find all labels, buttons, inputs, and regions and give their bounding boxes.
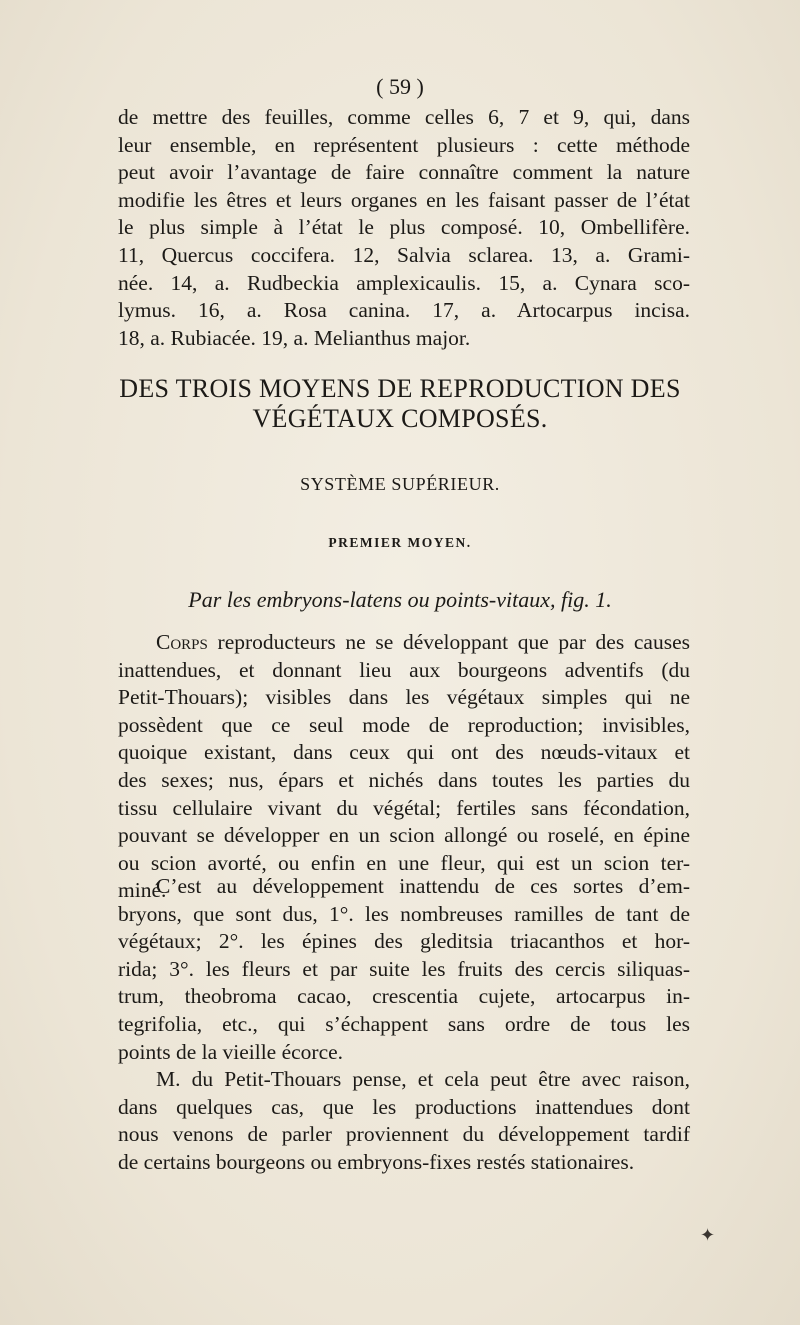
text-line: tegrifolia, etc., qui s’échappent sans ordre de tous les [118, 1011, 690, 1036]
chapter-heading-line: VÉGÉTAUX COMPOSÉS. [252, 404, 548, 433]
chapter-heading [60, 374, 740, 434]
text-line [118, 629, 690, 657]
page-number: ( 59 ) [376, 74, 424, 99]
text-line: miné. [118, 878, 167, 903]
corps-paragraph [118, 629, 690, 905]
text-line: des sexes; nus, épars et nichés dans toutes les parties du [118, 767, 690, 792]
text-line: peut avoir l’avantage de faire connaître comment la nature [118, 160, 690, 185]
text-line: de certains bourgeons ou embryons-fixes restés stationaires. [118, 1149, 635, 1174]
text-line: Petit-Thouars); visibles dans les végétaux simples qui ne [118, 685, 690, 710]
chapter-heading-line: DES TROIS MOYENS DE REPRODUCTION DES [119, 374, 681, 403]
text-line: leur ensemble, en représentent plusieurs : cette méthode [118, 132, 690, 157]
text-run: reproducteurs ne se développant que par des causes [207, 630, 690, 654]
text-line: pouvant se développer en un scion allongé ou roselé, en épine [118, 823, 690, 848]
text-line: rida; 3°. les fleurs et par suite les fruits des cercis siliquas- [118, 956, 690, 981]
text-line: M. du Petit-Thouars pense, et cela peut être avec raison, [156, 1067, 690, 1092]
text-line: nous venons de parler proviennent du développement tardif [118, 1122, 690, 1147]
text-line: points de la vieille écorce. [118, 1039, 344, 1064]
text-line: bryons, que sont dus, 1°. les nombreuses ramilles de tant de [118, 901, 690, 926]
text-line: possèdent que ce seul mode de reproduction; invisibles, [118, 712, 690, 737]
text-line: tissu cellulaire vivant du végétal; fertiles sans fécondation, [118, 795, 690, 820]
text-line: lymus. 16, a. Rosa canina. 17, a. Artocarpus incisa. [118, 298, 690, 323]
text-line: 11, Quercus coccifera. 12, Salvia sclarea. 13, a. Grami- [118, 242, 690, 267]
text-line: ou scion avorté, ou enfin en une fleur, qui est un scion ter- [118, 850, 690, 875]
text-line: 18, a. Rubiacée. 19, a. Melianthus major. [118, 325, 471, 350]
text-line: quoique existant, dans ceux qui ont des nœuds-vitaux et [118, 740, 690, 765]
section-heading: SYSTÈME SUPÉRIEUR. [300, 474, 500, 494]
text-line: C’est au développement inattendu de ces sortes d’em- [156, 874, 690, 898]
text-line: modifie les êtres et leurs organes en les faisant passer de l’état [118, 187, 690, 212]
text-line: inattendues, et donnant lieu aux bourgeons adventifs (du [118, 657, 690, 682]
text-line: dans quelques cas, que les productions inattendues dont [118, 1094, 690, 1119]
text-line: née. 14, a. Rudbeckia amplexicaulis. 15, a. Cynara sco- [118, 270, 690, 295]
subsection-heading: PREMIER MOYEN. [328, 535, 472, 550]
text-line: végétaux; 2°. les épines des gleditsia triacanthos et hor- [118, 929, 690, 954]
italic-heading: Par les embryons-latens ou points-vitaux, fig. 1. [188, 587, 612, 612]
text-line: trum, theobroma cacao, crescentia cujete, artocarpus in- [118, 984, 690, 1009]
cest-paragraph [118, 873, 690, 1177]
text-line: le plus simple à l’état le plus composé. 10, Ombellifère. [118, 215, 690, 240]
ink-mark: ✦ [700, 1225, 716, 1245]
intro-paragraph [118, 104, 690, 352]
text-line: de mettre des feuilles, comme celles 6, 7 et 9, qui, dans [118, 105, 690, 129]
lead-word: Corps [156, 630, 208, 654]
